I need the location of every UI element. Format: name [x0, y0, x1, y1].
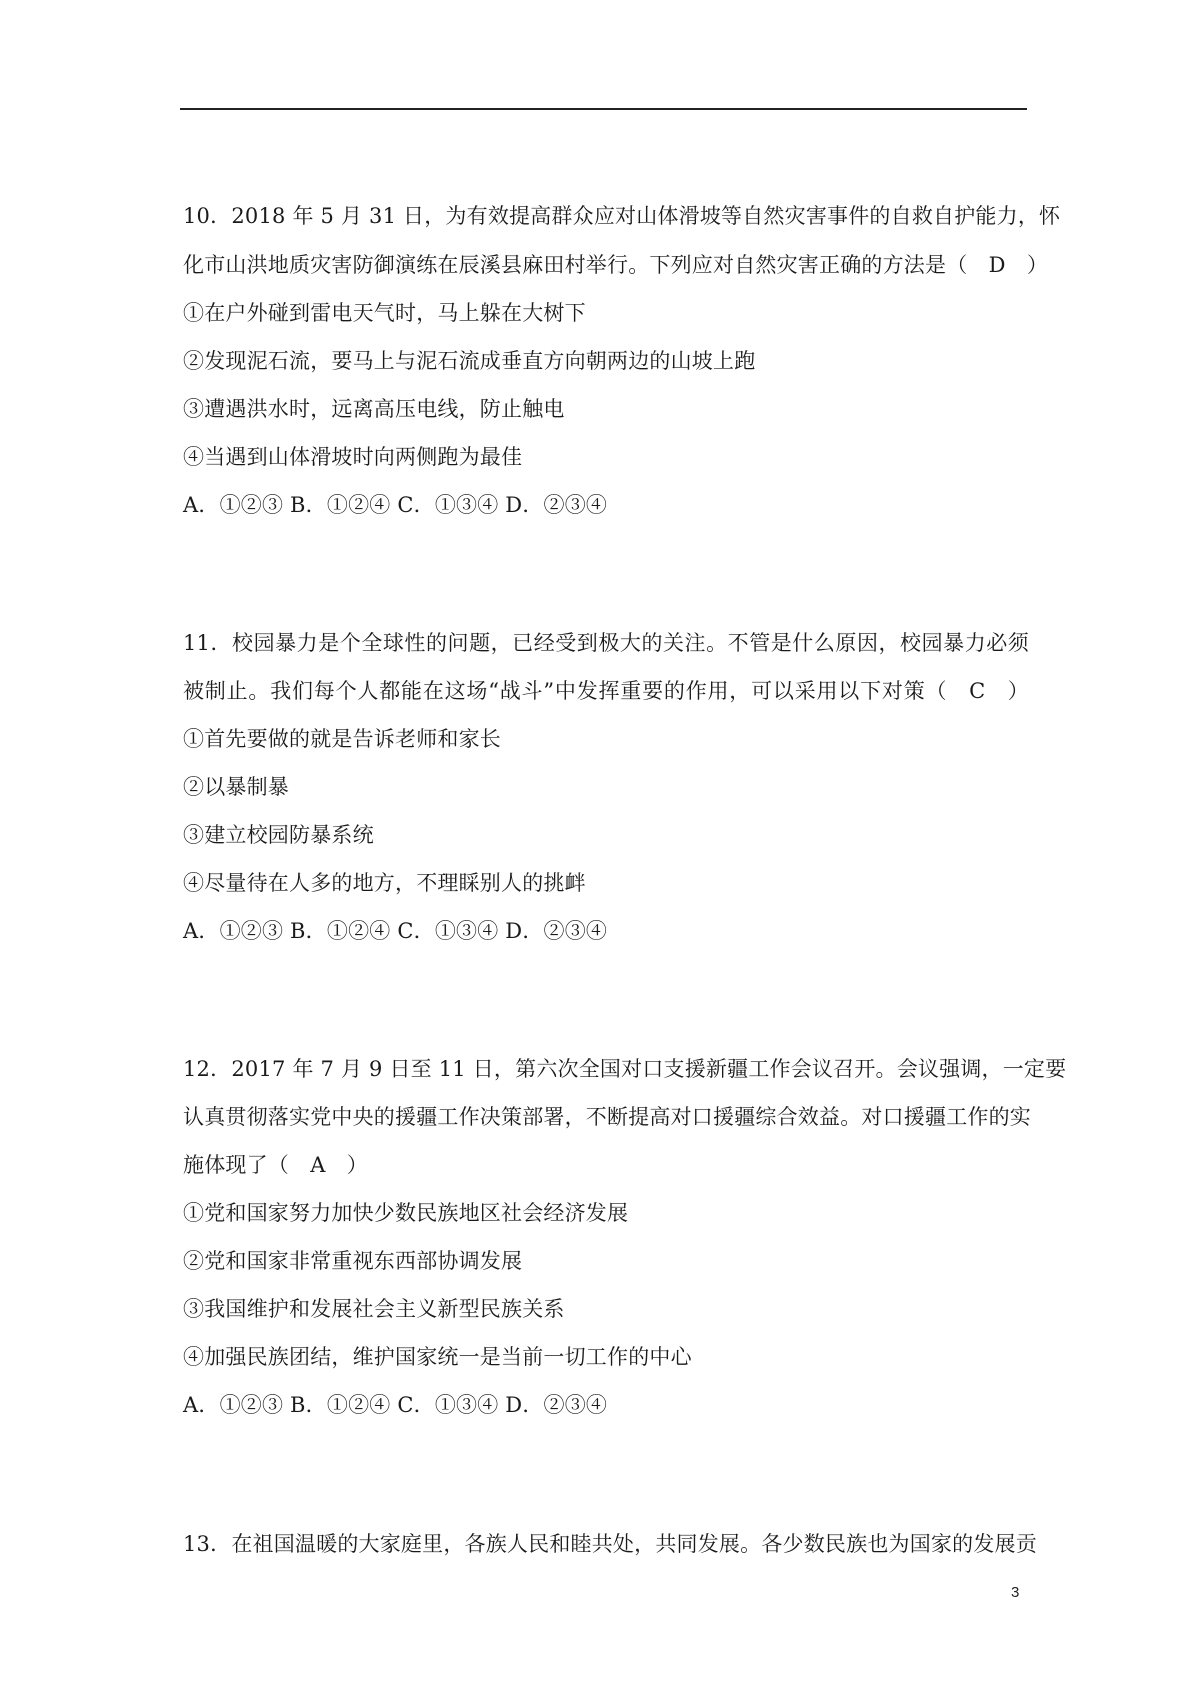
question-stem-line: 13．在祖国温暖的大家庭里，各族人民和睦共处，共同发展。各少数民族也为国家的发展贡 — [183, 1532, 1037, 1556]
answer-choices: A．①②③ B．①②④ C．①③④ D．②③④ — [183, 493, 608, 517]
question-stem-line: 被制止。我们每个人都能在这场“战斗”中发挥重要的作用，可以采用以下对策（ C ） — [183, 679, 1029, 703]
header-rule — [180, 108, 1027, 110]
question-stem-line: 11．校园暴力是个全球性的问题，已经受到极大的关注。不管是什么原因，校园暴力必须 — [183, 631, 1029, 655]
option-statement: ③建立校园防暴系统 — [183, 823, 374, 847]
question-stem-line: 10．2018 年 5 月 31 日，为有效提高群众应对山体滑坡等自然灾害事件的自救自护能力，怀 — [183, 204, 1061, 228]
question-stem-line: 施体现了（ A ） — [183, 1153, 368, 1177]
option-statement: ②以暴制暴 — [183, 775, 289, 799]
option-statement: ②党和国家非常重视东西部协调发展 — [183, 1249, 523, 1273]
option-statement: ②发现泥石流，要马上与泥石流成垂直方向朝两边的山坡上跑 — [183, 349, 756, 373]
question-stem-line: 12．2017 年 7 月 9 日至 11 日，第六次全国对口支援新疆工作会议召开。会议强调，一定要 — [183, 1057, 1067, 1081]
option-statement: ①在户外碰到雷电天气时，马上躲在大树下 — [183, 301, 586, 325]
page-number: 3 — [1011, 1584, 1020, 1601]
question-stem-line: 化市山洪地质灾害防御演练在辰溪县麻田村举行。下列应对自然灾害正确的方法是（ D ） — [183, 253, 1049, 277]
answer-choices: A．①②③ B．①②④ C．①③④ D．②③④ — [183, 919, 608, 943]
option-statement: ①首先要做的就是告诉老师和家长 — [183, 727, 501, 751]
question-stem-line: 认真贯彻落实党中央的援疆工作决策部署，不断提高对口援疆综合效益。对口援疆工作的实 — [183, 1105, 1031, 1129]
option-statement: ④加强民族团结，维护国家统一是当前一切工作的中心 — [183, 1345, 692, 1369]
option-statement: ④当遇到山体滑坡时向两侧跑为最佳 — [183, 445, 523, 469]
option-statement: ③遭遇洪水时，远离高压电线，防止触电 — [183, 397, 565, 421]
option-statement: ④尽量待在人多的地方，不理睬别人的挑衅 — [183, 871, 586, 895]
option-statement: ①党和国家努力加快少数民族地区社会经济发展 — [183, 1201, 629, 1225]
answer-choices: A．①②③ B．①②④ C．①③④ D．②③④ — [183, 1393, 608, 1417]
option-statement: ③我国维护和发展社会主义新型民族关系 — [183, 1297, 565, 1321]
